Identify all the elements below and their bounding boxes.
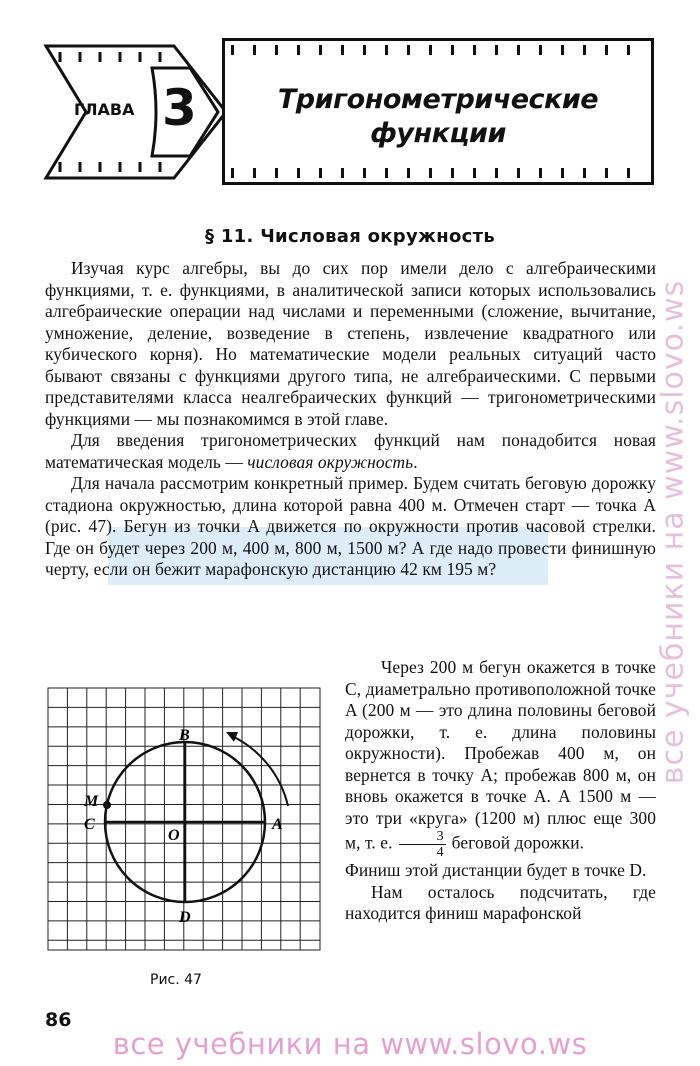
side-text — [345, 657, 656, 925]
label-b: B — [179, 727, 190, 744]
paragraph-2 — [45, 430, 656, 473]
label-m: M — [84, 793, 99, 810]
figure-caption: Рис. 47 — [150, 972, 202, 988]
chapter-number: 3 — [162, 79, 197, 137]
point-m-dot — [103, 801, 111, 809]
watermark-side: все учебники на www.slovo.ws — [655, 279, 691, 785]
paragraph-4-b: беговой дорожки. — [451, 832, 585, 853]
fraction-denominator: 4 — [436, 845, 444, 860]
paragraph-1: Изучая курс алгебры, вы до сих пор имели дело с алгебраическими функциями, т. е. функциями, в аналитической записи которых использовались алгебраические операции над числами и переменными (сложение, вычитание, умножение, деление, возведение в степень, извлечение квадратного или кубического корня). Но математические модели реальных ситуаций часто бывают связаны с функциями другого типа, не алгебраическими. С первыми представителями класса неалгебраических функций — тригонометрическими функциями — мы познакомимся в этой главе. — [45, 258, 656, 429]
fraction-numerator: 3 — [399, 829, 446, 845]
label-a: A — [272, 816, 283, 833]
chapter-arrow-graphic — [40, 40, 230, 190]
paragraph-4c: Финиш этой дистанции будет в точке D. — [345, 860, 647, 880]
paragraph-3: Для начала рассмотрим конкретный пример. Будем считать беговую дорожку стадиона окружностью, длина которой равна 400 м. Отмечен старт — точка A (рис. 47). Бегун из точки A движется по окружности против часовой стрелки. Где он будет через 200 м, 400 м, 800 м, 1500 м? А где надо провести финишную черту, если он бежит марафонскую дистанцию 42 км 195 м? — [45, 473, 656, 579]
chapter-label: ГЛАВА — [74, 100, 135, 119]
main-text — [45, 258, 656, 581]
watermark-bottom: все учебники на www.slovo.ws — [112, 1027, 588, 1061]
chapter-title-banner — [222, 38, 654, 185]
page-number: 86 — [45, 1009, 72, 1031]
paragraph-2-end: . — [413, 451, 418, 472]
paragraph-4-a: Через 200 м бегун окажется в точке C, диаметрально противоположной точке A (200 м — это длина половины беговой дорожки, т. е. длина половины окружности). Пробежав 400 м, он вернется в точку A; пробежав 800 м, он вновь окажется в точке A. А 1500 м — это три «круга» (1200 м) плюс еще 300 м, т. е. — [345, 657, 656, 853]
chapter-title-line1: Тригонометрические — [277, 84, 599, 115]
label-o: O — [168, 827, 180, 844]
label-c: C — [84, 816, 95, 833]
paragraph-2-start: Для введения тригонометрических функций нам понадобится новая математическая модель — — [45, 430, 656, 472]
paragraph-5: Нам осталось подсчитать, где находится финиш марафонской — [345, 881, 656, 923]
paragraph-4 — [345, 657, 656, 860]
direction-arrowhead — [226, 732, 238, 742]
chapter-title — [225, 83, 651, 151]
section-title: § 11. Числовая окружность — [204, 226, 496, 247]
figure-47-diagram — [44, 684, 326, 954]
paragraph-2-emphasis: числовая окружность — [247, 451, 414, 472]
fraction-three-quarters — [399, 829, 446, 860]
label-d: D — [179, 909, 191, 926]
chapter-title-line2: функции — [370, 118, 506, 149]
